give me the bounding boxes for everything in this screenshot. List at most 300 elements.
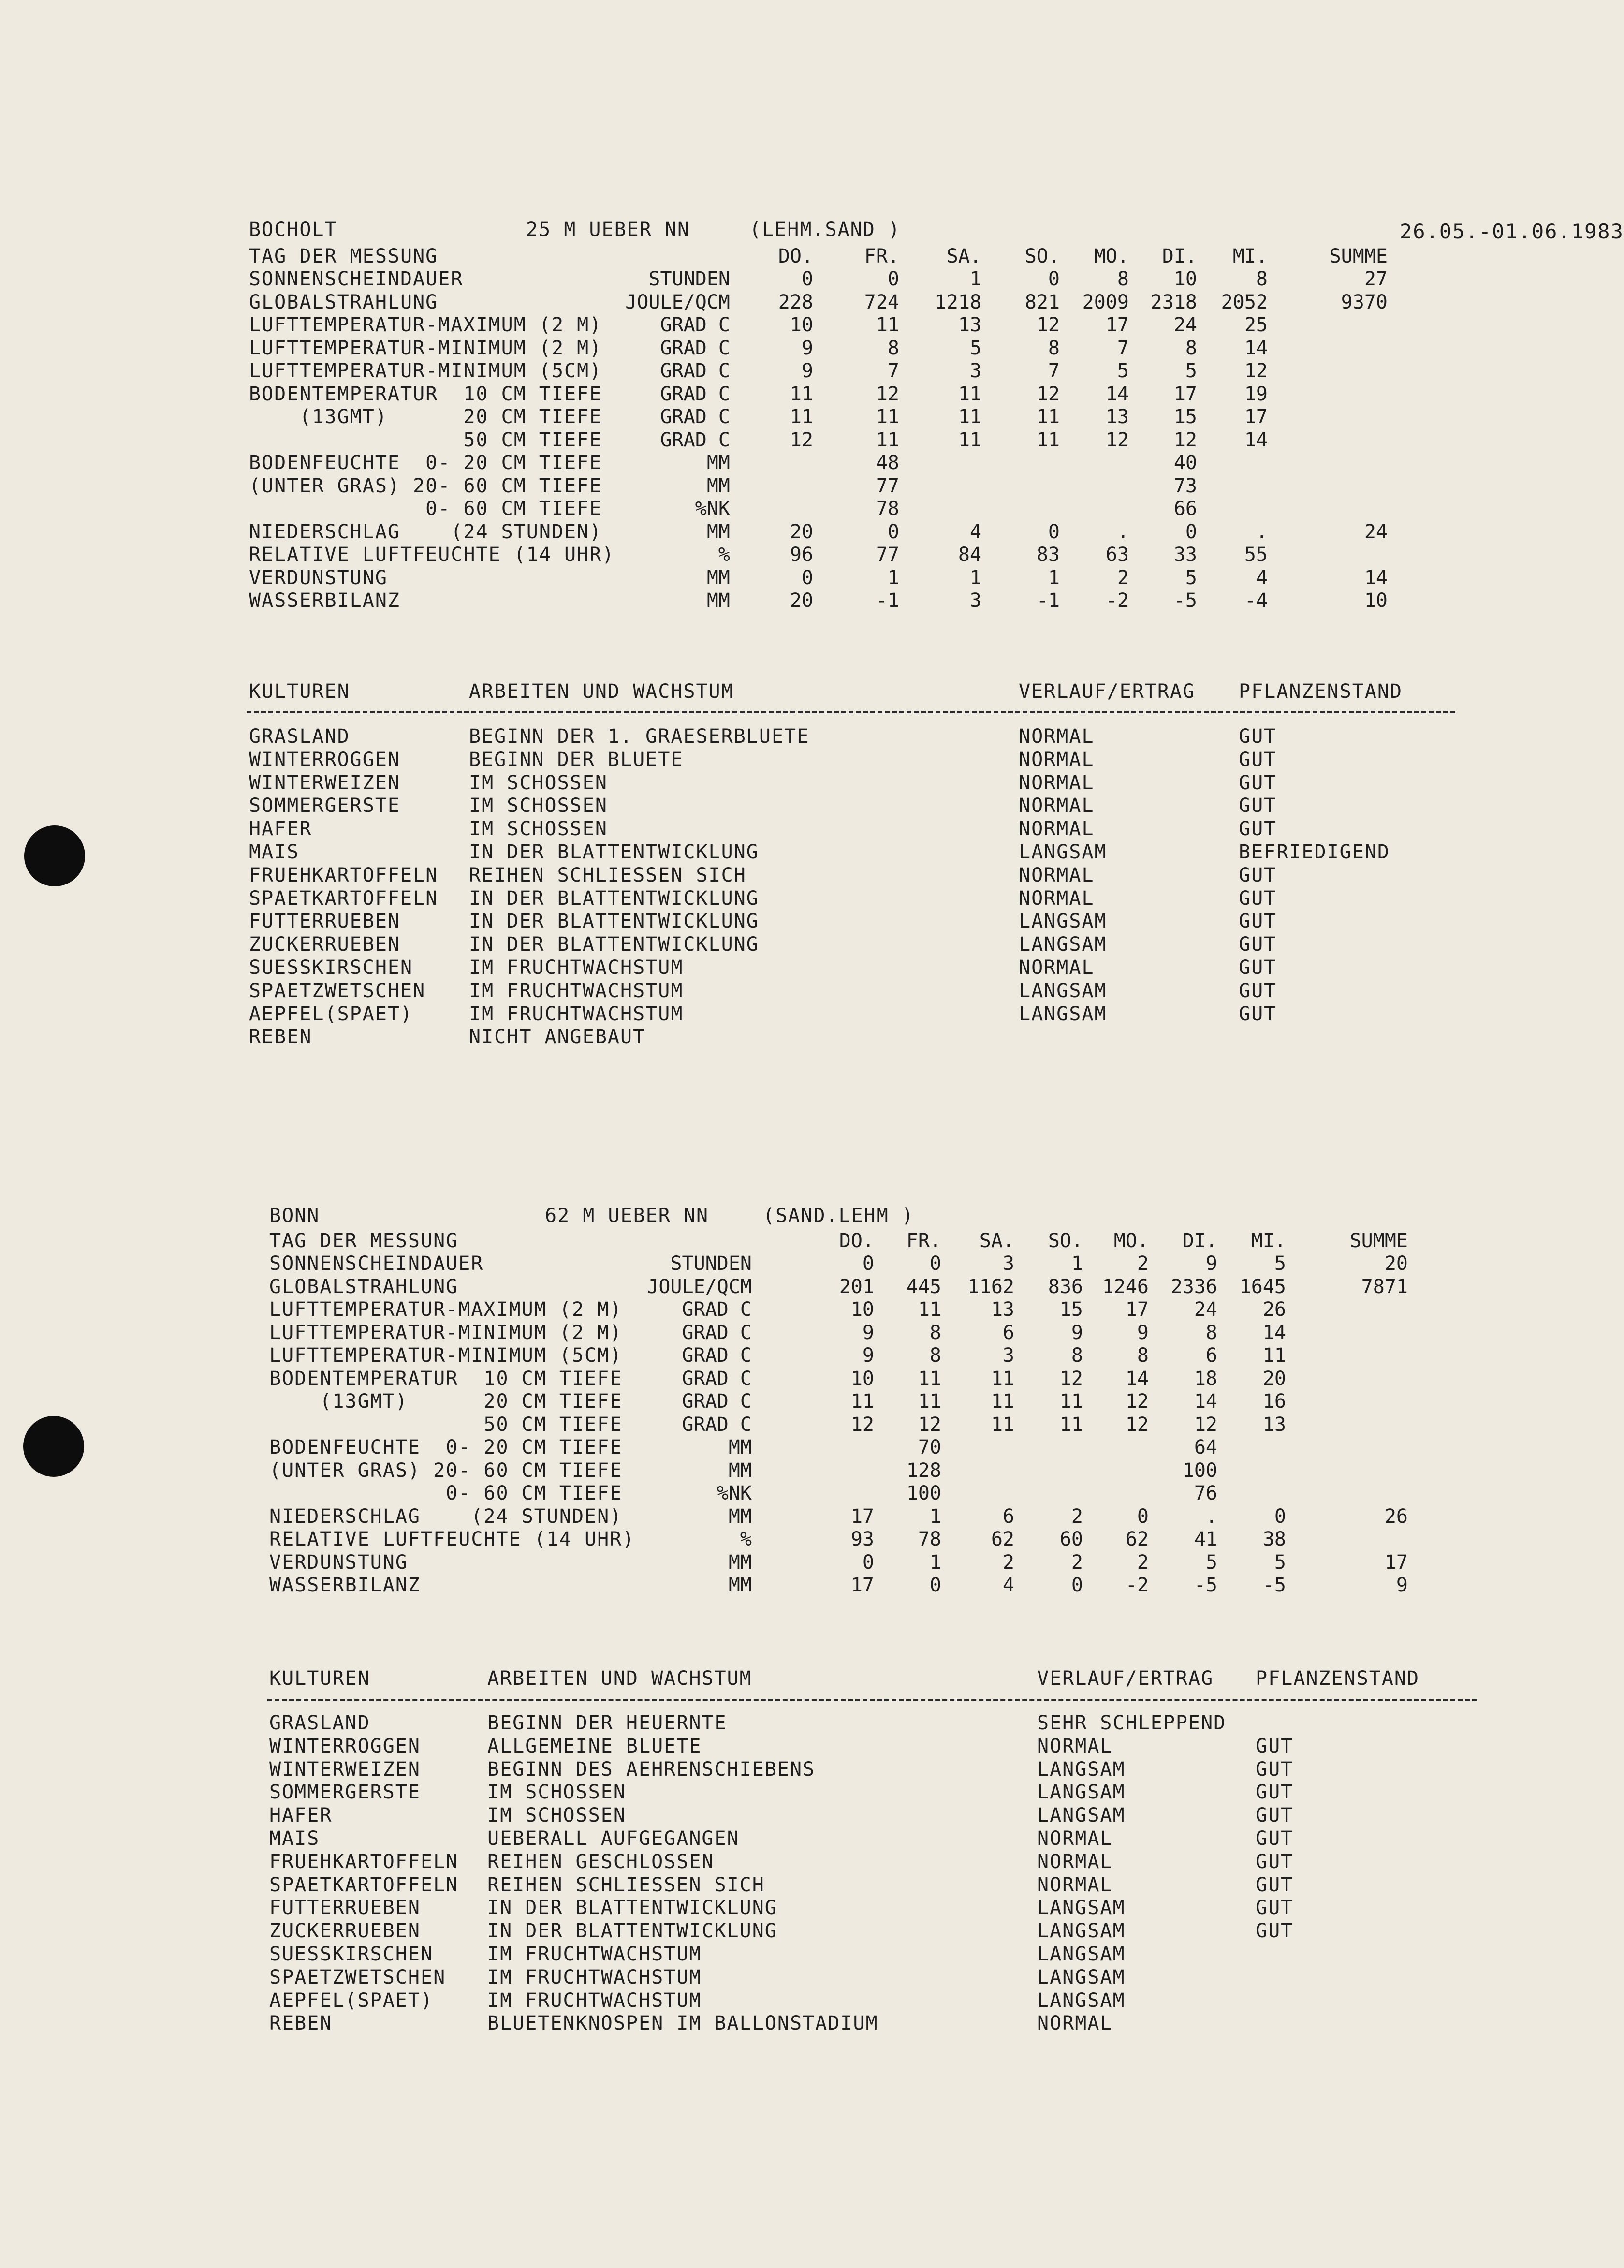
measurement-value: -1 [1036, 589, 1060, 612]
crop-name: SUESSKIRSCHEN [249, 957, 413, 979]
day-header: SO. [1048, 1229, 1083, 1252]
measurement-value: 62 [1125, 1528, 1149, 1550]
measurement-label: 50 CM TIEFE [269, 1413, 623, 1436]
measurement-value: 17 [850, 1505, 874, 1528]
day-header: MI. [1232, 245, 1268, 267]
measurement-value: 2336 [1170, 1275, 1217, 1298]
measurement-label: RELATIVE LUFTFEUCHTE (14 UHR) [269, 1528, 635, 1550]
measurement-label: WASSERBILANZ [249, 589, 400, 612]
station-name: BOCHOLT [249, 219, 337, 241]
crop-name: MAIS [269, 1827, 320, 1850]
crop-stand: GUT [1239, 933, 1277, 956]
crop-work: IM FRUCHTWACHSTUM [487, 1989, 702, 2012]
crop-work: IM SCHOSSEN [487, 1781, 626, 1804]
measurement-value: 14 [1125, 1367, 1149, 1390]
crop-name: SPAETKARTOFFELN [249, 887, 439, 910]
measurement-value: 62 [991, 1528, 1014, 1550]
crop-work: BLUETENKNOSPEN IM BALLONSTADIUM [487, 2012, 878, 2035]
day-header: DO. [778, 245, 813, 267]
measurement-value: 9 [801, 337, 813, 359]
measurement-value: 20 [790, 520, 813, 543]
measurement-value: 17 [1173, 383, 1197, 405]
station-name: BONN [269, 1205, 320, 1227]
measurement-value: 2 [1002, 1551, 1014, 1574]
measurement-value: 2 [1071, 1551, 1083, 1574]
measurement-value: 8 [1205, 1321, 1217, 1344]
crop-work: IM SCHOSSEN [469, 795, 608, 817]
measurement-value: 66 [1173, 498, 1197, 520]
crop-name: SPAETZWETSCHEN [269, 1966, 446, 1988]
day-header: DO. [839, 1229, 874, 1252]
measurement-value: 12 [1059, 1367, 1083, 1390]
measurement-sum: 7871 [1361, 1275, 1408, 1298]
measurement-value: 11 [1059, 1413, 1083, 1436]
measurement-value: 2 [1117, 566, 1129, 589]
measurement-value: 6 [1205, 1344, 1217, 1367]
measurement-value: 228 [778, 291, 813, 313]
measurement-value: 17 [1125, 1298, 1149, 1321]
measurement-value: 11 [1262, 1344, 1286, 1367]
measurement-unit: MM [728, 1551, 752, 1574]
measurement-label: GLOBALSTRAHLUNG [269, 1275, 459, 1298]
measurement-value: 1 [969, 566, 981, 589]
measurement-value: -2 [1125, 1574, 1149, 1596]
crop-course: NORMAL [1037, 1827, 1113, 1850]
day-header: FR. [864, 245, 899, 267]
measurement-value: 41 [1194, 1528, 1217, 1550]
measurement-value: 5 [1185, 360, 1197, 382]
measurement-value: 0 [801, 566, 813, 589]
measurement-value: 2 [1137, 1252, 1149, 1275]
measurement-value: 1 [969, 268, 981, 290]
measurement-value: 14 [1244, 428, 1268, 451]
measurement-value: 2318 [1150, 291, 1197, 313]
measurement-unit: % [718, 544, 730, 566]
crop-work: BEGINN DER 1. GRAESERBLUETE [469, 725, 810, 748]
measurement-unit: % [740, 1528, 752, 1550]
measurement-value: 12 [1125, 1390, 1149, 1413]
crop-name: FRUEHKARTOFFELN [249, 864, 439, 886]
measurement-label: VERDUNSTUNG [269, 1551, 408, 1574]
measurement-value: 8 [1048, 337, 1060, 359]
station-elevation: 62 M UEBER NN [545, 1205, 709, 1227]
measurement-value: 15 [1059, 1298, 1083, 1321]
crop-work: ALLGEMEINE BLUETE [487, 1735, 702, 1757]
measurement-sum: 17 [1384, 1551, 1408, 1574]
measurement-value: 10 [850, 1298, 874, 1321]
measurement-value: 60 [1059, 1528, 1083, 1550]
measurement-value: 55 [1244, 544, 1268, 566]
crop-course: NORMAL [1019, 818, 1095, 840]
measurement-unit: GRAD C [660, 360, 730, 382]
measurement-value: 3 [969, 360, 981, 382]
measurement-value: 12 [1244, 360, 1268, 382]
crop-work: IM SCHOSSEN [487, 1804, 626, 1827]
crop-course: NORMAL [1037, 1873, 1113, 1896]
measurement-value: 12 [918, 1413, 941, 1436]
measurement-value: 0 [1137, 1505, 1149, 1528]
day-header: SA. [946, 245, 981, 267]
measurement-value: 9 [862, 1344, 874, 1367]
crops-header-arbeiten: ARBEITEN UND WACHSTUM [469, 680, 734, 703]
measurement-value: -1 [876, 589, 899, 612]
measurement-value: 11 [876, 314, 899, 336]
measurement-value: 3 [1002, 1252, 1014, 1275]
day-header: MI. [1251, 1229, 1286, 1252]
crop-name: WINTERWEIZEN [269, 1758, 421, 1781]
crop-course: LANGSAM [1037, 1804, 1126, 1827]
crops-header-stand: PFLANZENSTAND [1239, 680, 1403, 703]
crops-header-verlauf: VERLAUF/ERTRAG [1037, 1667, 1214, 1690]
measurement-value: 11 [918, 1390, 941, 1413]
measurement-value: 26 [1262, 1298, 1286, 1321]
crop-course: LANGSAM [1019, 933, 1107, 956]
measurement-value: 9 [862, 1321, 874, 1344]
measurement-value: 5 [1274, 1551, 1286, 1574]
measurement-value: 11 [918, 1298, 941, 1321]
measurement-value: 11 [876, 428, 899, 451]
measurement-value: 6 [1002, 1321, 1014, 1344]
measurement-sum: 10 [1364, 589, 1388, 612]
measurement-value: 12 [850, 1413, 874, 1436]
crop-course: SEHR SCHLEPPEND [1037, 1712, 1227, 1734]
crop-work: IM SCHOSSEN [469, 818, 608, 840]
crop-name: FRUEHKARTOFFELN [269, 1850, 459, 1873]
crop-work: REIHEN SCHLIESSEN SICH [469, 864, 746, 886]
measurement-unit: JOULE/QCM [647, 1275, 752, 1298]
measurement-value: 724 [864, 291, 899, 313]
measurement-label: (13GMT) 20 CM TIEFE [269, 1390, 623, 1413]
measurement-value: 14 [1194, 1390, 1217, 1413]
crop-stand: GUT [1239, 979, 1277, 1002]
measurement-value: 19 [1244, 383, 1268, 405]
measurement-value: -5 [1262, 1574, 1286, 1596]
crop-course: NORMAL [1019, 748, 1095, 771]
crop-name: WINTERWEIZEN [249, 771, 400, 794]
measurement-unit: GRAD C [682, 1344, 752, 1367]
crop-name: FUTTERRUEBEN [269, 1897, 421, 1919]
measurement-value: 20 [790, 589, 813, 612]
measurement-value: 40 [1173, 452, 1197, 474]
measurement-label: LUFTTEMPERATUR-MINIMUM (5CM) [249, 360, 602, 382]
day-header: DI. [1162, 245, 1197, 267]
crop-course: LANGSAM [1019, 910, 1107, 933]
measurement-value: 0 [929, 1252, 941, 1275]
measurement-value: 7 [887, 360, 899, 382]
measurement-value: 0 [801, 268, 813, 290]
measurement-label: LUFTTEMPERATUR-MAXIMUM (2 M) [249, 314, 602, 336]
crop-course: NORMAL [1037, 1850, 1113, 1873]
measurement-value: 14 [1105, 383, 1129, 405]
crop-name: WINTERROGGEN [249, 748, 400, 771]
measurement-label: LUFTTEMPERATUR-MAXIMUM (2 M) [269, 1298, 623, 1321]
crop-course: NORMAL [1037, 1735, 1113, 1757]
measurement-label: 0- 60 CM TIEFE [269, 1482, 623, 1504]
crop-course: LANGSAM [1037, 1781, 1126, 1804]
crop-course: NORMAL [1019, 887, 1095, 910]
measurement-value: . [1205, 1505, 1217, 1528]
crop-stand: GUT [1239, 748, 1277, 771]
measurement-value: 11 [790, 406, 813, 428]
measurement-value: 9 [801, 360, 813, 382]
crop-name: AEPFEL(SPAET) [269, 1989, 434, 2012]
crop-name: WINTERROGGEN [269, 1735, 421, 1757]
measurement-unit: GRAD C [682, 1413, 752, 1436]
measurement-label: (UNTER GRAS) 20- 60 CM TIEFE [269, 1459, 623, 1482]
measurement-value: 8 [1071, 1344, 1083, 1367]
measurement-value: 5 [1185, 566, 1197, 589]
measurement-value: 4 [1256, 566, 1268, 589]
measurement-value: 1 [887, 566, 899, 589]
crop-course: NORMAL [1019, 864, 1095, 886]
measurement-value: 33 [1173, 544, 1197, 566]
measurement-value: 8 [1185, 337, 1197, 359]
measurement-value: 12 [1194, 1413, 1217, 1436]
crop-work: IM FRUCHTWACHSTUM [469, 979, 684, 1002]
measurement-value: 8 [929, 1321, 941, 1344]
measurement-unit: MM [706, 566, 730, 589]
measurement-value: 20 [1262, 1367, 1286, 1390]
measurement-value: 201 [839, 1275, 874, 1298]
crop-course: LANGSAM [1037, 1897, 1126, 1919]
crop-stand: GUT [1256, 1804, 1294, 1827]
measurement-value: 15 [1173, 406, 1197, 428]
crop-work: REIHEN GESCHLOSSEN [487, 1850, 715, 1873]
measurement-value: 11 [958, 406, 981, 428]
measurement-value: 3 [969, 589, 981, 612]
measurement-value: 2 [1137, 1551, 1149, 1574]
measurement-unit: MM [728, 1574, 752, 1596]
measurement-label: (UNTER GRAS) 20- 60 CM TIEFE [249, 474, 602, 497]
crop-course: LANGSAM [1037, 1989, 1126, 2012]
measurement-value: 24 [1194, 1298, 1217, 1321]
measurement-unit: GRAD C [682, 1298, 752, 1321]
measurement-value: 0 [1185, 520, 1197, 543]
crop-stand: GUT [1239, 795, 1277, 817]
day-header: SA. [979, 1229, 1014, 1252]
crop-work: BEGINN DER HEUERNTE [487, 1712, 727, 1734]
crop-name: SOMMERGERSTE [269, 1781, 421, 1804]
measurement-unit: MM [728, 1459, 752, 1482]
measurement-label: BODENTEMPERATUR 10 CM TIEFE [249, 383, 602, 405]
measurement-value: 100 [906, 1482, 941, 1504]
crop-course: LANGSAM [1019, 979, 1107, 1002]
measurement-label: LUFTTEMPERATUR-MINIMUM (2 M) [269, 1321, 623, 1344]
measurement-label: BODENTEMPERATUR 10 CM TIEFE [269, 1367, 623, 1390]
measurement-unit: GRAD C [682, 1367, 752, 1390]
crop-name: SPAETZWETSCHEN [249, 979, 426, 1002]
crops-header-verlauf: VERLAUF/ERTRAG [1019, 680, 1196, 703]
crop-stand: GUT [1256, 1873, 1294, 1896]
measurement-value: 1162 [967, 1275, 1014, 1298]
crop-stand: GUT [1239, 887, 1277, 910]
measurement-value: 821 [1024, 291, 1060, 313]
measurement-value: 11 [991, 1390, 1014, 1413]
measurement-value: 3 [1002, 1344, 1014, 1367]
measurement-value: 0 [1071, 1574, 1083, 1596]
crop-stand: GUT [1256, 1920, 1294, 1943]
crop-work: NICHT ANGEBAUT [469, 1026, 646, 1048]
days-label: TAG DER MESSUNG [249, 245, 439, 267]
crop-stand: BEFRIEDIGEND [1239, 841, 1390, 863]
measurement-value: 8 [929, 1344, 941, 1367]
measurement-value: 12 [1173, 428, 1197, 451]
measurement-value: -4 [1244, 589, 1268, 612]
crop-name: ZUCKERRUEBEN [249, 933, 400, 956]
measurement-value: 11 [790, 383, 813, 405]
measurement-unit: MM [706, 474, 730, 497]
crop-work: BEGINN DES AEHRENSCHIEBENS [487, 1758, 816, 1781]
crops-header-arbeiten: ARBEITEN UND WACHSTUM [487, 1667, 752, 1690]
measurement-sum: 20 [1384, 1252, 1408, 1275]
measurement-value: 445 [906, 1275, 941, 1298]
measurement-value: -2 [1105, 589, 1129, 612]
measurement-value: 78 [918, 1528, 941, 1550]
measurement-value: 14 [1262, 1321, 1286, 1344]
measurement-unit: GRAD C [660, 337, 730, 359]
measurement-value: 12 [1036, 314, 1060, 336]
crop-course: LANGSAM [1037, 1943, 1126, 1965]
measurement-value: 24 [1173, 314, 1197, 336]
measurement-value: 7 [1048, 360, 1060, 382]
measurement-unit: STUNDEN [670, 1252, 752, 1275]
crop-stand: GUT [1239, 1002, 1277, 1025]
crop-stand: GUT [1256, 1850, 1294, 1873]
crop-work: BEGINN DER BLUETE [469, 748, 684, 771]
measurement-label: GLOBALSTRAHLUNG [249, 291, 439, 313]
measurement-unit: %NK [717, 1482, 752, 1504]
measurement-value: 7 [1117, 337, 1129, 359]
measurement-value: 11 [850, 1390, 874, 1413]
crop-stand: GUT [1256, 1827, 1294, 1850]
punch-hole-bottom [23, 1416, 84, 1477]
measurement-sum: 9370 [1341, 291, 1388, 313]
measurement-value: 13 [958, 314, 981, 336]
measurement-value: 48 [876, 452, 899, 474]
measurement-label: LUFTTEMPERATUR-MINIMUM (5CM) [269, 1344, 623, 1367]
measurement-value: 1 [929, 1505, 941, 1528]
crop-course: NORMAL [1019, 771, 1095, 794]
crop-course: NORMAL [1019, 795, 1095, 817]
measurement-value: 1645 [1239, 1275, 1286, 1298]
day-header: FR. [906, 1229, 941, 1252]
crop-work: IM FRUCHTWACHSTUM [469, 957, 684, 979]
measurement-unit: MM [706, 520, 730, 543]
measurement-unit: MM [728, 1436, 752, 1458]
measurement-value: 64 [1194, 1436, 1217, 1458]
dashed-rule [247, 711, 1455, 713]
crop-course: LANGSAM [1037, 1758, 1126, 1781]
crop-stand: GUT [1256, 1897, 1294, 1919]
measurement-value: 38 [1262, 1528, 1286, 1550]
measurement-value: 78 [876, 498, 899, 520]
measurement-value: 0 [929, 1574, 941, 1596]
measurement-value: 5 [1205, 1551, 1217, 1574]
measurement-value: 17 [1105, 314, 1129, 336]
crop-stand: GUT [1239, 957, 1277, 979]
crop-name: FUTTERRUEBEN [249, 910, 400, 933]
measurement-sum: 27 [1364, 268, 1388, 290]
measurement-label: NIEDERSCHLAG (24 STUNDEN) [269, 1505, 623, 1528]
measurement-unit: GRAD C [682, 1321, 752, 1344]
measurement-value: 10 [850, 1367, 874, 1390]
crop-name: SOMMERGERSTE [249, 795, 400, 817]
measurement-value: 73 [1173, 474, 1197, 497]
crop-name: ZUCKERRUEBEN [269, 1920, 421, 1943]
crop-work: REIHEN SCHLIESSEN SICH [487, 1873, 765, 1896]
day-header: MO. [1113, 1229, 1149, 1252]
station-elevation: 25 M UEBER NN [526, 219, 690, 241]
measurement-value: 76 [1194, 1482, 1217, 1504]
crop-work: IN DER BLATTENTWICKLUNG [469, 887, 759, 910]
measurement-sum: 24 [1364, 520, 1388, 543]
measurement-value: 12 [876, 383, 899, 405]
crop-name: REBEN [269, 2012, 333, 2035]
day-header: SO. [1024, 245, 1060, 267]
measurement-value: 84 [958, 544, 981, 566]
crop-course: LANGSAM [1019, 841, 1107, 863]
measurement-value: 4 [969, 520, 981, 543]
measurement-label: VERDUNSTUNG [249, 566, 388, 589]
measurement-value: 2 [1071, 1505, 1083, 1528]
measurement-value: 70 [918, 1436, 941, 1458]
measurement-value: 836 [1048, 1275, 1083, 1298]
crop-name: GRASLAND [269, 1712, 370, 1734]
measurement-value: 12 [1125, 1413, 1149, 1436]
measurement-value: 11 [1059, 1390, 1083, 1413]
measurement-value: 1246 [1102, 1275, 1149, 1298]
crop-course: NORMAL [1019, 957, 1095, 979]
day-header: DI. [1182, 1229, 1217, 1252]
measurement-value: 8 [1137, 1344, 1149, 1367]
crop-stand: GUT [1239, 771, 1277, 794]
measurement-value: 16 [1262, 1390, 1286, 1413]
crop-name: GRASLAND [249, 725, 350, 748]
measurement-value: 77 [876, 474, 899, 497]
measurement-label: WASSERBILANZ [269, 1574, 421, 1596]
crop-name: REBEN [249, 1026, 312, 1048]
measurement-label: (13GMT) 20 CM TIEFE [249, 406, 602, 428]
crop-course: NORMAL [1037, 2012, 1113, 2035]
measurement-unit: GRAD C [660, 406, 730, 428]
measurement-value: 11 [1036, 428, 1060, 451]
measurement-value: 6 [1002, 1505, 1014, 1528]
sum-header: SUMME [1329, 245, 1388, 267]
crop-course: NORMAL [1019, 725, 1095, 748]
measurement-value: 9 [1137, 1321, 1149, 1344]
measurement-value: 2009 [1082, 291, 1129, 313]
measurement-unit: STUNDEN [648, 268, 730, 290]
crop-work: IN DER BLATTENTWICKLUNG [469, 841, 759, 863]
measurement-value: 11 [1036, 406, 1060, 428]
measurement-value: 77 [876, 544, 899, 566]
measurement-unit: %NK [695, 498, 730, 520]
measurement-unit: MM [706, 589, 730, 612]
measurement-value: 0 [1048, 268, 1060, 290]
measurement-label: 0- 60 CM TIEFE [249, 498, 602, 520]
crop-stand: GUT [1239, 910, 1277, 933]
measurement-value: 9 [1071, 1321, 1083, 1344]
measurement-value: 10 [790, 314, 813, 336]
crop-course: LANGSAM [1037, 1920, 1126, 1943]
measurement-value: 1 [1071, 1252, 1083, 1275]
crop-work: IN DER BLATTENTWICKLUNG [469, 910, 759, 933]
measurement-sum: 9 [1396, 1574, 1408, 1596]
sum-header: SUMME [1349, 1229, 1408, 1252]
measurement-unit: GRAD C [660, 428, 730, 451]
measurement-value: 63 [1105, 544, 1129, 566]
measurement-value: 128 [906, 1459, 941, 1482]
